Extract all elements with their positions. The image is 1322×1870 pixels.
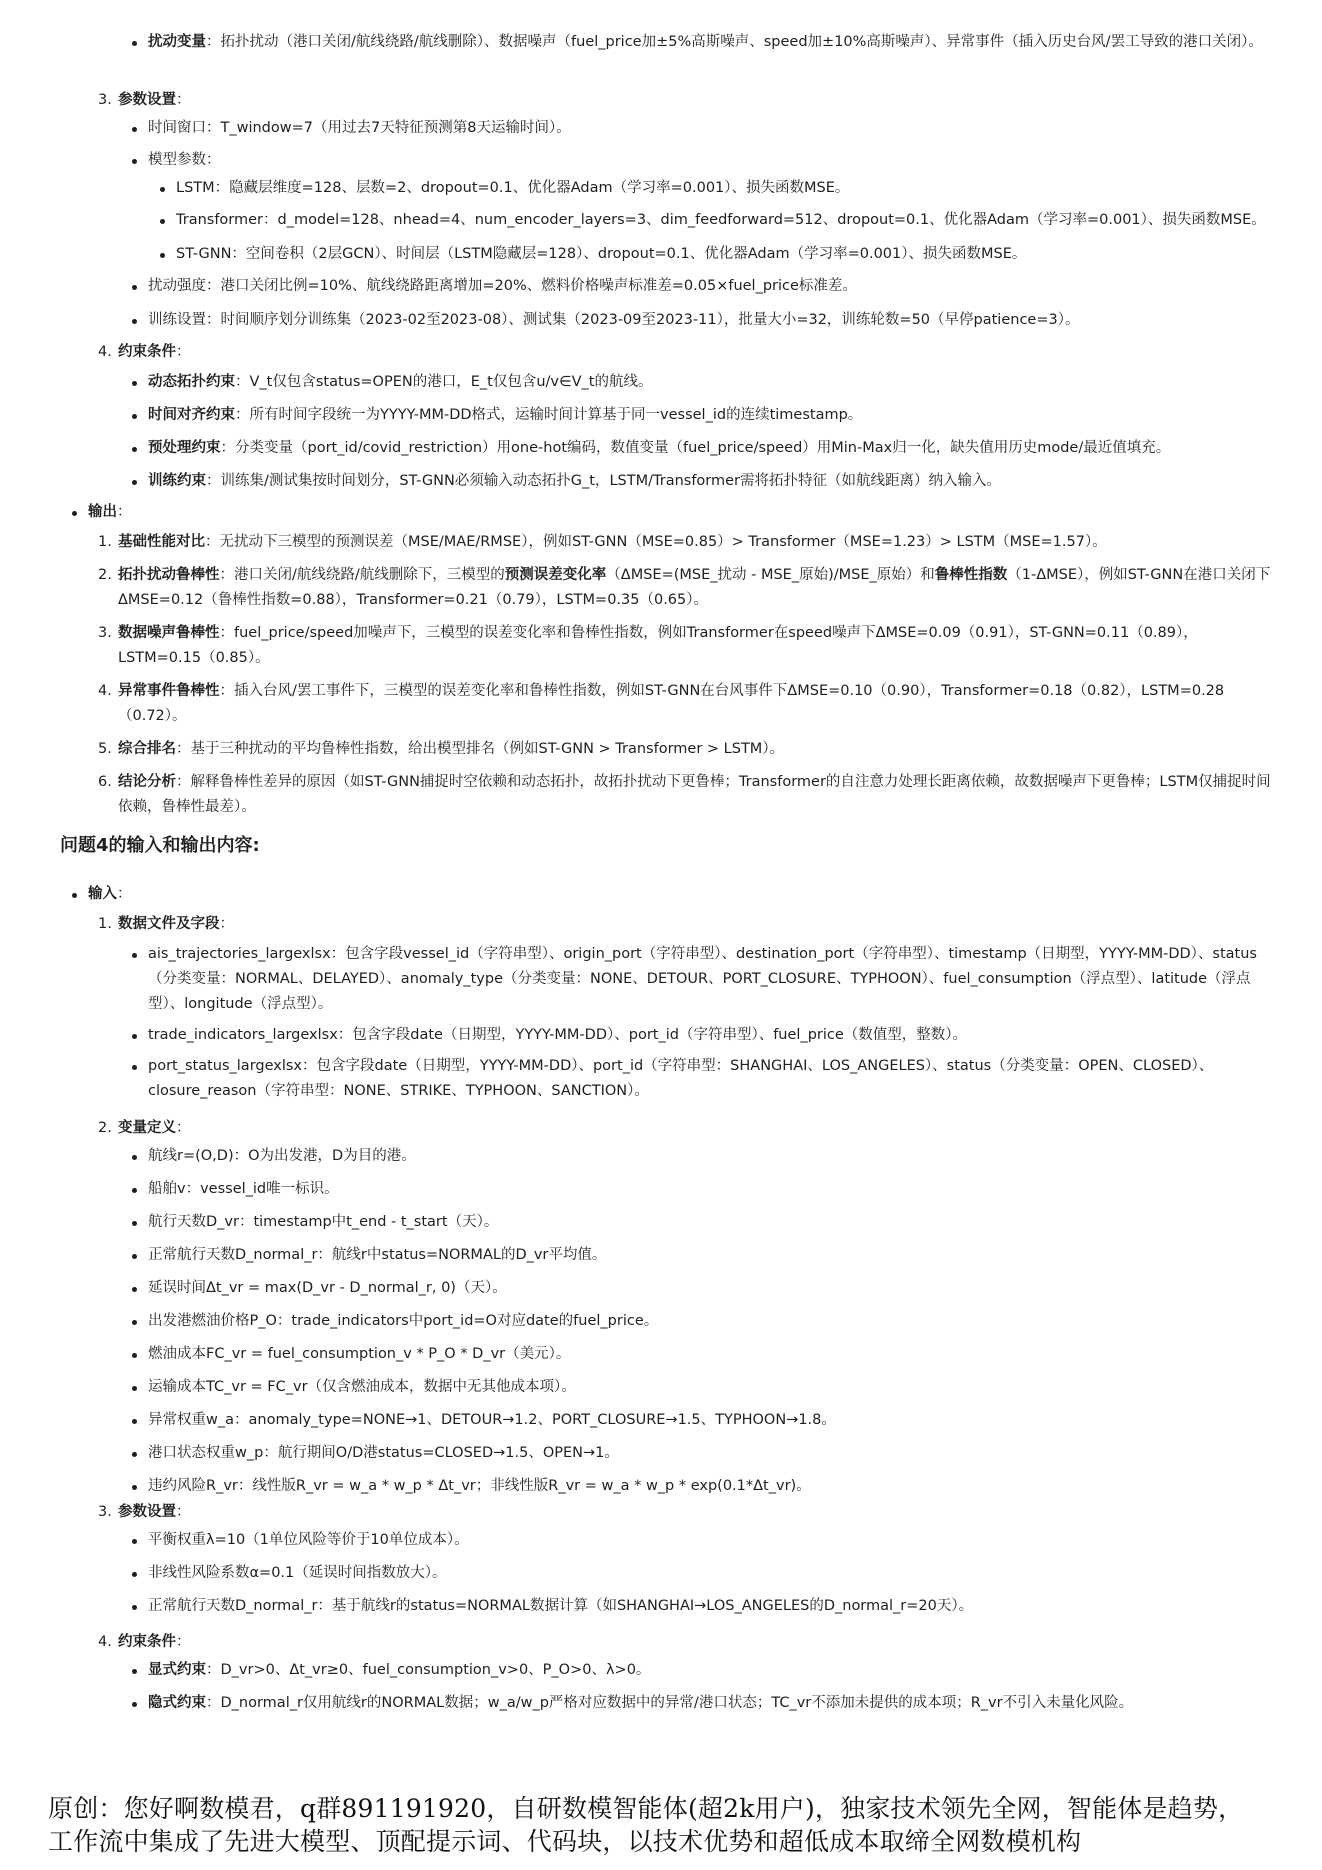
list-item <box>148 1658 1268 1683</box>
list-item <box>98 770 1278 820</box>
item-text: （ΔMSE=(MSE_扰动 - MSE_原始)/MSE_原始）和 <box>606 567 935 583</box>
colon: ： <box>176 92 191 108</box>
item-number: 2. <box>98 1120 112 1136</box>
list-item: 非线性风险系数α=0.1（延误时间指数放大）。 <box>148 1561 1268 1586</box>
item-label: 结论分析 <box>118 774 176 790</box>
item-text: （1-ΔMSE），例如ST-GNN在港口关闭下ΔMSE=0.12（鲁棒性指数=0.88），Transformer=0.21（0.79），LSTM=0.35（0.65）。 <box>118 567 1271 608</box>
footer-line: 原创：您好啊数模君，q群891191920，自研数模智能体(超2k用户)，独家技术领先全网，智能体是趋势， <box>48 1794 1244 1823</box>
item-text: ：所有时间字段统一为YYYY-MM-DD格式，运输时间计算基于同一vessel_id的连续timestamp。 <box>235 407 863 423</box>
footer-line: 工作流中集成了先进大模型、顶配提示词、代码块，以技术优势和超低成本取缔全网数模机构 <box>48 1827 1082 1856</box>
list-item: 港口状态权重w_p：航行期间O/D港status=CLOSED→1.5、OPEN→1。 <box>148 1441 1268 1466</box>
item-number: 1. <box>98 916 112 932</box>
list-item: 航行天数D_vr：timestamp中t_end - t_start（天）。 <box>148 1210 1268 1235</box>
list-item: 异常权重w_a：anomaly_type=NONE→1、DETOUR→1.2、PORT_CLOSURE→1.5、TYPHOON→1.8。 <box>148 1408 1268 1433</box>
item-text: ：无扰动下三模型的预测误差（MSE/MAE/RMSE），例如ST-GNN（MSE=0.85）> Transformer（MSE=1.23）> LSTM（MSE=1.57）。 <box>205 534 1107 550</box>
section-title: 数据文件及字段 <box>118 916 220 932</box>
item-label: 训练约束 <box>148 473 206 489</box>
list-item: 违约风险R_vr：线性版R_vr = w_a * w_p * Δt_vr；非线性版R_vr = w_a * w_p * exp(0.1*Δt_vr)。 <box>148 1474 1268 1499</box>
variables-list <box>148 1144 1268 1499</box>
item-number: 4. <box>98 1634 112 1650</box>
list-item <box>148 30 1268 55</box>
item-text: ：解释鲁棒性差异的原因（如ST-GNN捕捉时空依赖和动态拓扑，故拓扑扰动下更鲁棒；Transformer的自注意力处理长距离依赖，故数据噪声下更鲁棒；LSTM仅捕捉时间依赖，鲁棒性最差）。 <box>118 774 1271 815</box>
input-section <box>88 882 1268 907</box>
constraints-list <box>148 1658 1268 1716</box>
item-label: 动态拓扑约束 <box>148 374 235 390</box>
section-4-constraints <box>98 1630 1278 1655</box>
item-number: 5. <box>98 741 112 757</box>
item-text: ：分类变量（port_id/covid_restriction）用one-hot编码，数值变量（fuel_price/speed）用Min-Max归一化，缺失值用历史mode/最近值填充。 <box>220 440 1171 456</box>
list-item: ais_trajectories_largexlsx：包含字段vessel_id（字符串型）、origin_port（字符串型）、destination_port（字符串型）、timestamp（日期型，YYYY-MM-DD）、status（分类变量：NORMAL、DELAYED）、anomaly_type（分类变量：NONE、DETOUR、PORT_CLOSURE、TYPHOON）、fuel_consumption（浮点型）、latitude（浮点型）、longitude（浮点型）。 <box>148 942 1268 1017</box>
item-text: ：D_normal_r仅用航线r的NORMAL数据；w_a/w_p严格对应数据中的异常/港口状态；TC_vr不添加未提供的成本项；R_vr不引入未量化风险。 <box>206 1695 1134 1711</box>
model-params-list <box>176 208 1276 233</box>
list-item: 正常航行天数D_normal_r：基于航线r的status=NORMAL数据计算（如SHANGHAI→LOS_ANGELES的D_normal_r=20天）。 <box>148 1594 1268 1619</box>
section-1-files <box>98 912 1278 937</box>
list-item <box>98 530 1278 555</box>
list-item: 船舶v：vessel_id唯一标识。 <box>148 1177 1268 1202</box>
section-title: 约束条件 <box>118 344 176 360</box>
item-text: ：D_vr>0、Δt_vr≥0、fuel_consumption_v>0、P_O>0、λ>0。 <box>206 1662 651 1678</box>
params-list <box>148 148 1268 173</box>
item-label: 异常事件鲁棒性 <box>118 683 220 699</box>
list-item: 模型参数： <box>148 148 1268 173</box>
list-item: 扰动强度：港口关闭比例=10%、航线绕路距离增加=20%、燃料价格噪声标准差=0.05×fuel_price标准差。 <box>148 274 1268 299</box>
item-text: ：港口关闭/航线绕路/航线删除下，三模型的 <box>219 567 505 583</box>
item-label: 数据噪声鲁棒性 <box>118 625 220 641</box>
item-label: 基础性能对比 <box>118 534 205 550</box>
list-item: 时间窗口：T_window=7（用过去7天特征预测第8天运输时间）。 <box>148 116 1268 141</box>
item-text: ：训练集/测试集按时间划分，ST-GNN必须输入动态拓扑G_t，LSTM/Transformer需将拓扑特征（如航线距离）纳入输入。 <box>206 473 1002 489</box>
item-label: 扰动变量 <box>148 34 206 50</box>
item-number: 3. <box>98 625 112 641</box>
list-item <box>98 912 1278 937</box>
item-text: ：基于三种扰动的平均鲁棒性指数，给出模型排名（例如ST-GNN > Transformer > LSTM）。 <box>176 741 785 757</box>
list-item <box>98 88 1278 113</box>
list-item <box>148 436 1278 461</box>
colon: ： <box>176 1634 191 1650</box>
section-title: 约束条件 <box>118 1634 176 1650</box>
params-list <box>148 116 1268 141</box>
list-item: trade_indicators_largexlsx：包含字段date（日期型，YYYY-MM-DD）、port_id（字符串型）、fuel_price（数值型，整数）。 <box>148 1023 1268 1048</box>
list-item <box>148 469 1278 494</box>
colon: ： <box>176 1504 191 1520</box>
files-list <box>148 942 1268 1104</box>
colon: ： <box>219 916 234 932</box>
list-item: LSTM：隐藏层维度=128、层数=2、dropout=0.1、优化器Adam（学习率=0.001）、损失函数MSE。 <box>176 176 1276 201</box>
item-text: ：插入台风/罢工事件下，三模型的误差变化率和鲁棒性指数，例如ST-GNN在台风事件下ΔMSE=0.10（0.90），Transformer=0.18（0.82），LSTM=0.28（0.72）。 <box>118 683 1225 724</box>
item-text: ：V_t仅包含status=OPEN的港口，E_t仅包含u/v∈V_t的航线。 <box>235 374 653 390</box>
item-label: 输入 <box>88 886 117 902</box>
item-number: 1. <box>98 534 112 550</box>
list-item <box>98 679 1278 729</box>
item-label: 隐式约束 <box>148 1695 206 1711</box>
output-list <box>98 530 1278 820</box>
item-number: 4. <box>98 683 112 699</box>
colon: ： <box>117 886 132 902</box>
list-item <box>88 500 1268 525</box>
section-title: 参数设置 <box>118 92 176 108</box>
params-list <box>148 274 1268 299</box>
list-item: port_status_largexlsx：包含字段date（日期型，YYYY-MM-DD）、port_id（字符串型：SHANGHAI、LOS_ANGELES）、status（分类变量：OPEN、CLOSED）、closure_reason（字符串型：NONE、STRIKE、TYPHOON、SANCTION）。 <box>148 1054 1268 1104</box>
item-number: 6. <box>98 774 112 790</box>
list-item: 正常航行天数D_normal_r：航线r中status=NORMAL的D_vr平均值。 <box>148 1243 1268 1268</box>
list-item: 运输成本TC_vr = FC_vr（仅含燃油成本，数据中无其他成本项）。 <box>148 1375 1268 1400</box>
list-item: 延误时间Δt_vr = max(D_vr - D_normal_r, 0)（天）。 <box>148 1276 1268 1301</box>
item-number: 2. <box>98 567 112 583</box>
list-item <box>148 403 1278 428</box>
list-item: 航线r=(O,D)：O为出发港，D为目的港。 <box>148 1144 1268 1169</box>
item-label: 时间对齐约束 <box>148 407 235 423</box>
list-item: 训练设置：时间顺序划分训练集（2023-02至2023-08）、测试集（2023-09至2023-11），批量大小=32，训练轮数=50（早停patience=3）。 <box>148 308 1268 333</box>
section-2-variables <box>98 1116 1278 1141</box>
list-item <box>98 621 1278 671</box>
list-item: ST-GNN：空间卷积（2层GCN）、时间层（LSTM隐藏层=128）、dropout=0.1、优化器Adam（学习率=0.001）、损失函数MSE。 <box>176 242 1276 267</box>
item-label: 鲁棒性指数 <box>934 567 1008 583</box>
item-number: 3. <box>98 92 112 108</box>
list-item <box>98 1630 1278 1655</box>
colon: ： <box>117 504 132 520</box>
list-item: 出发港燃油价格P_O：trade_indicators中port_id=O对应date的fuel_price。 <box>148 1309 1268 1334</box>
list-item <box>98 340 1278 365</box>
list-item <box>98 737 1278 762</box>
item-text: ：拓扑扰动（港口关闭/航线绕路/航线删除）、数据噪声（fuel_price加±5%高斯噪声、speed加±10%高斯噪声）、异常事件（插入历史台风/罢工导致的港口关闭）。 <box>206 34 1263 50</box>
list-item: 平衡权重λ=10（1单位风险等价于10单位成本）。 <box>148 1528 1268 1553</box>
item-label: 预测误差变化率 <box>504 567 607 583</box>
section-heading: 问题4的输入和输出内容: <box>60 835 260 856</box>
item-number: 3. <box>98 1504 112 1520</box>
list-item <box>88 882 1268 907</box>
list-item <box>98 1116 1278 1141</box>
footer-note <box>48 1792 1308 1858</box>
list-item: Transformer：d_model=128、nhead=4、num_encoder_layers=3、dim_feedforward=512、dropout=0.1、优化器Adam（学习率=0.001）、损失函数MSE。 <box>176 208 1276 233</box>
list-item <box>148 370 1278 395</box>
list-item <box>98 563 1278 613</box>
item-label: 综合排名 <box>118 741 176 757</box>
item-label: 显式约束 <box>148 1662 206 1678</box>
list-item: 燃油成本FC_vr = fuel_consumption_v * P_O * D_vr（美元）。 <box>148 1342 1268 1367</box>
section-4-constraints <box>98 340 1278 365</box>
section-title: 变量定义 <box>118 1120 176 1136</box>
item-label: 输出 <box>88 504 117 520</box>
disturbance-list <box>148 30 1268 55</box>
params-list <box>148 1528 1268 1619</box>
colon: ： <box>176 1120 191 1136</box>
colon: ： <box>176 344 191 360</box>
output-section <box>88 500 1268 525</box>
section-3-params <box>98 88 1278 113</box>
item-label: 预处理约束 <box>148 440 221 456</box>
model-params-list <box>176 176 1276 201</box>
model-params-list <box>176 242 1276 267</box>
params-list <box>148 308 1268 333</box>
list-item <box>148 1691 1268 1716</box>
item-label: 拓扑扰动鲁棒性 <box>118 567 220 583</box>
item-text: ：fuel_price/speed加噪声下，三模型的误差变化率和鲁棒性指数，例如Transformer在speed噪声下ΔMSE=0.09（0.91），ST-GNN=0.11（0.89），LSTM=0.15（0.85）。 <box>118 625 1198 666</box>
list-item <box>98 1500 1278 1525</box>
section-3-params <box>98 1500 1278 1525</box>
item-number: 4. <box>98 344 112 360</box>
section-title: 参数设置 <box>118 1504 176 1520</box>
constraints-list <box>148 370 1278 494</box>
